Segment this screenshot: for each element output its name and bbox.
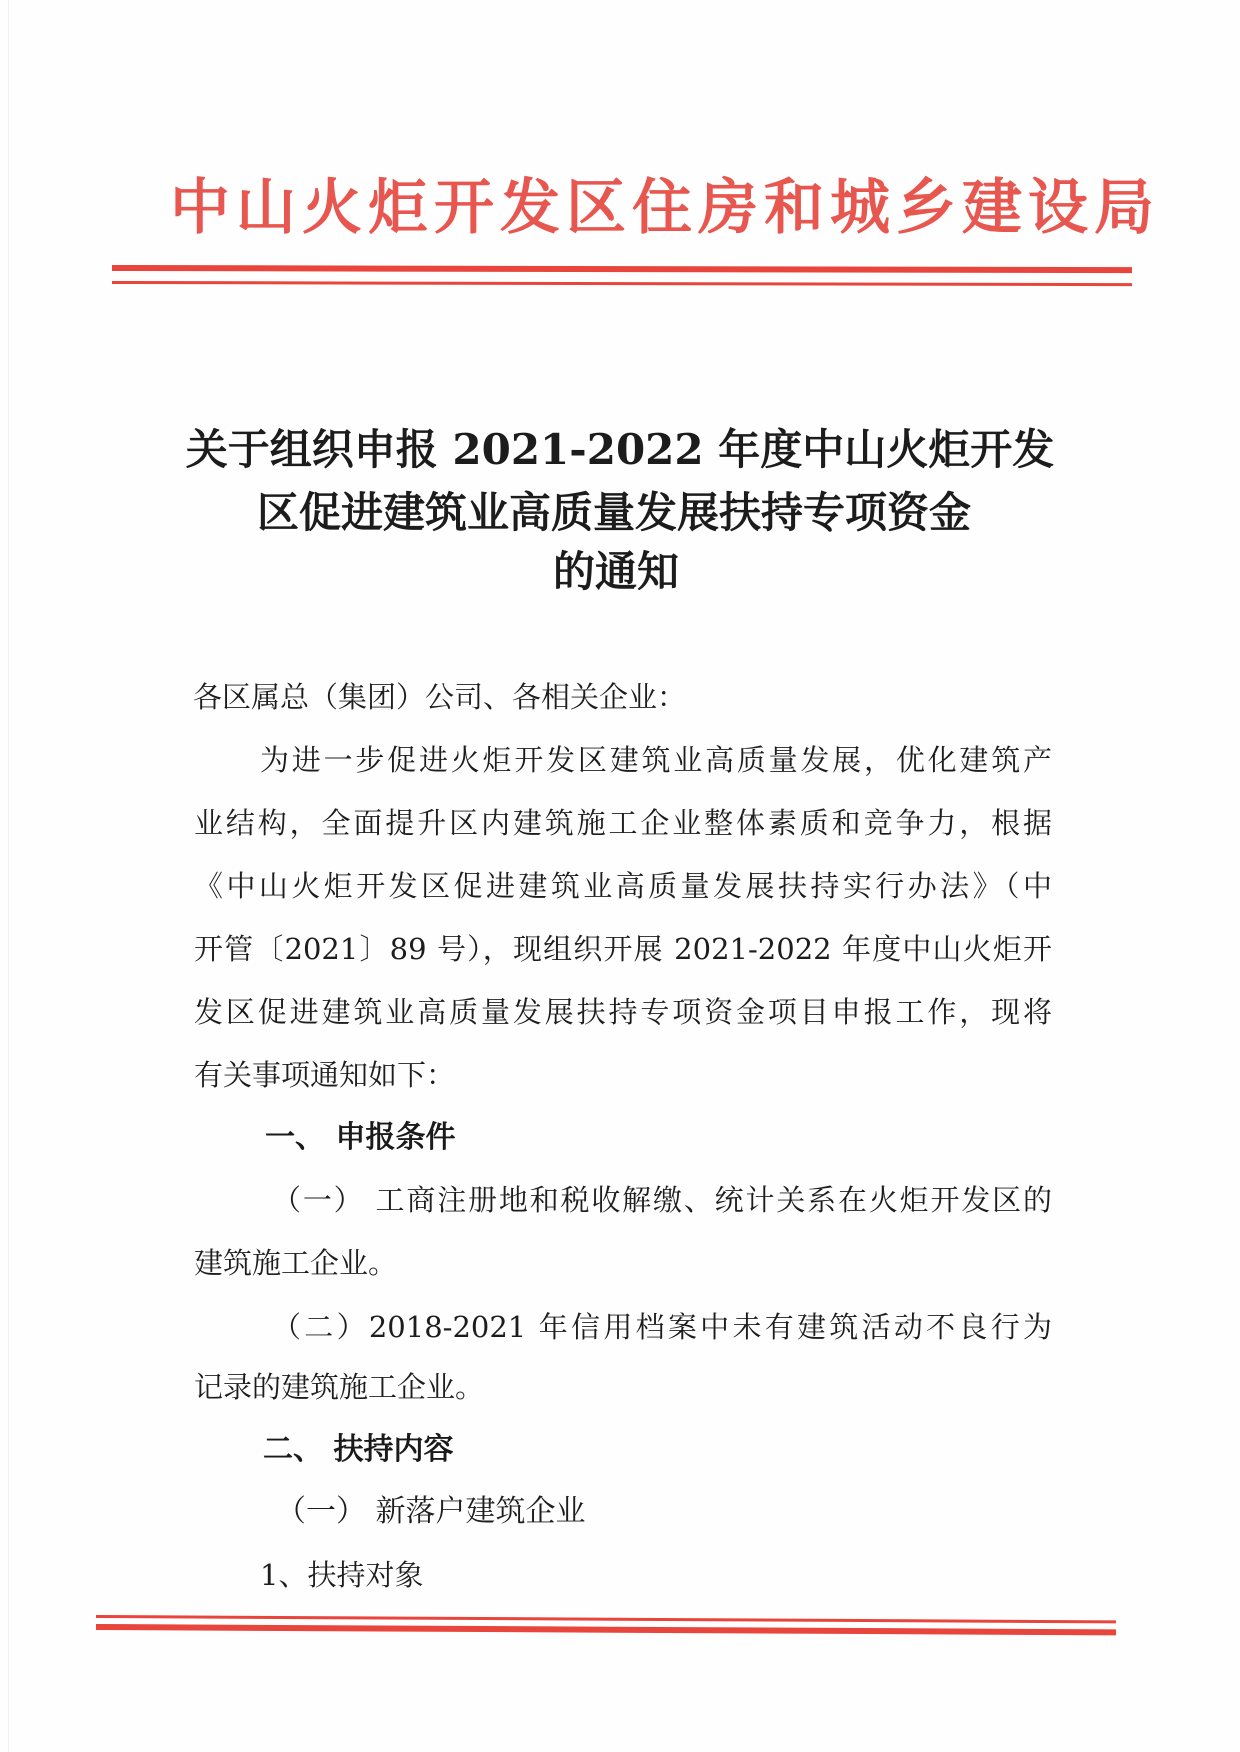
- section-1-item-1-line-2: 建筑施工企业。: [194, 1246, 398, 1280]
- document-title-line-3: 的通知: [552, 547, 679, 596]
- footer-red-rule-thin: [96, 1615, 1116, 1623]
- scan-edge: [8, 0, 9, 1752]
- intro-line-6: 有关事项通知如下：: [194, 1058, 456, 1092]
- letterhead-agency-name: 中山火炬开发区住房和城乡建设局: [170, 173, 1160, 243]
- letterhead-red-rule-thin: [112, 281, 1132, 286]
- salutation: 各区属总（集团）公司、各相关企业：: [193, 680, 687, 714]
- section-1-item-1-line-1: （一） 工商注册地和税收解缴、统计关系在火炬开发区的: [272, 1183, 1052, 1217]
- intro-line-3: 《中山火炬开发区促进建筑业高质量发展扶持实行办法》（中: [194, 869, 1052, 903]
- document-title-line-2: 区促进建筑业高质量发展扶持专项资金: [256, 488, 971, 537]
- letterhead-red-rule-thick: [112, 265, 1132, 273]
- section-2-subheading: （一） 新落户建筑企业: [276, 1494, 586, 1529]
- section-2-item-1: 1、扶持对象: [260, 1558, 424, 1592]
- section-1-item-2-line-1: （二）2018-2021 年信用档案中未有建筑活动不良行为: [272, 1310, 1052, 1344]
- document-title-line-1: 关于组织申报 2021-2022 年度中山火炬开发: [185, 425, 1055, 474]
- intro-line-1: 为进一步促进火炬开发区建筑业高质量发展，优化建筑产: [260, 743, 1052, 777]
- intro-line-2: 业结构，全面提升区内建筑施工企业整体素质和竞争力，根据: [194, 806, 1052, 840]
- footer-red-rule-thick: [96, 1624, 1116, 1635]
- intro-line-5: 发区促进建筑业高质量发展扶持专项资金项目申报工作，现将: [194, 995, 1052, 1029]
- section-1-heading: 一、 申报条件: [265, 1120, 456, 1155]
- intro-line-4: 开管〔2021〕89 号），现组织开展 2021-2022 年度中山火炬开: [194, 932, 1052, 966]
- section-1-item-2-line-2: 记录的建筑施工企业。: [194, 1370, 485, 1404]
- section-2-heading: 二、 扶持内容: [263, 1432, 454, 1467]
